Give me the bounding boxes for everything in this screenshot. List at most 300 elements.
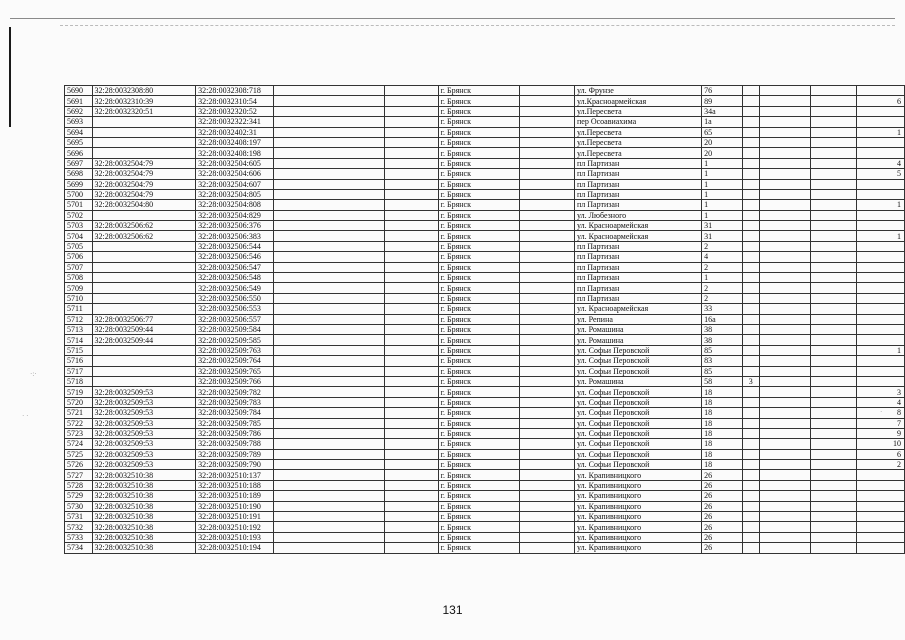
empty-cell	[385, 522, 438, 532]
row-number-cell: 5697	[65, 158, 93, 168]
empty-cell	[519, 439, 574, 449]
house-number-cell: 1	[702, 158, 743, 168]
scan-speck: ·:·	[30, 370, 37, 378]
empty-cell	[811, 376, 857, 386]
cadastral-object-cell: 32:28:0032509:788	[196, 439, 273, 449]
empty-cell	[519, 221, 574, 231]
empty-cell	[519, 127, 574, 137]
building-cell	[742, 137, 759, 147]
page-number: 131	[442, 603, 463, 617]
cadastral-object-cell: 32:28:0032510:189	[196, 491, 273, 501]
apartment-cell	[856, 241, 904, 251]
house-number-cell: 83	[702, 356, 743, 366]
street-cell: ул. Крапивницкого	[574, 543, 701, 553]
building-cell	[742, 127, 759, 137]
row-number-cell: 5712	[65, 314, 93, 324]
empty-cell	[385, 169, 438, 179]
empty-cell	[759, 501, 810, 511]
house-number-cell: 26	[702, 480, 743, 490]
house-number-cell: 1	[702, 210, 743, 220]
row-number-cell: 5717	[65, 366, 93, 376]
row-number-cell: 5732	[65, 522, 93, 532]
cadastral-parcel-cell	[92, 210, 196, 220]
apartment-cell	[856, 283, 904, 293]
empty-cell	[811, 137, 857, 147]
empty-cell	[273, 86, 385, 96]
table-row	[65, 86, 905, 96]
house-number-cell: 18	[702, 397, 743, 407]
row-number-cell: 5695	[65, 137, 93, 147]
building-cell	[742, 491, 759, 501]
row-number-cell: 5692	[65, 106, 93, 116]
empty-cell	[385, 106, 438, 116]
empty-cell	[273, 273, 385, 283]
building-cell	[742, 345, 759, 355]
empty-cell	[759, 345, 810, 355]
empty-cell	[811, 252, 857, 262]
empty-cell	[273, 210, 385, 220]
empty-cell	[811, 324, 857, 334]
cadastral-object-cell: 32:28:0032509:784	[196, 408, 273, 418]
empty-cell	[519, 179, 574, 189]
house-number-cell: 85	[702, 345, 743, 355]
row-number-cell: 5734	[65, 543, 93, 553]
street-cell: пл Партизан	[574, 169, 701, 179]
cadastral-object-cell: 32:28:0032509:765	[196, 366, 273, 376]
empty-cell	[811, 200, 857, 210]
house-number-cell: 2	[702, 283, 743, 293]
city-cell: г. Брянск	[438, 418, 519, 428]
city-cell: г. Брянск	[438, 127, 519, 137]
empty-cell	[273, 221, 385, 231]
building-cell	[742, 252, 759, 262]
city-cell: г. Брянск	[438, 345, 519, 355]
apartment-cell	[856, 314, 904, 324]
empty-cell	[759, 210, 810, 220]
empty-cell	[519, 512, 574, 522]
empty-cell	[759, 304, 810, 314]
cadastral-parcel-cell: 32:28:0032509:53	[92, 397, 196, 407]
empty-cell	[385, 543, 438, 553]
empty-cell	[759, 137, 810, 147]
apartment-cell: 1	[856, 231, 904, 241]
house-number-cell: 18	[702, 408, 743, 418]
building-cell	[742, 449, 759, 459]
empty-cell	[519, 231, 574, 241]
building-cell	[742, 418, 759, 428]
empty-cell	[759, 106, 810, 116]
building-cell	[742, 397, 759, 407]
row-number-cell: 5713	[65, 324, 93, 334]
cadastral-parcel-cell	[92, 356, 196, 366]
empty-cell	[519, 376, 574, 386]
building-cell	[742, 408, 759, 418]
house-number-cell: 18	[702, 418, 743, 428]
table-row	[65, 408, 905, 418]
cadastral-object-cell: 32:28:0032308:718	[196, 86, 273, 96]
house-number-cell: 31	[702, 221, 743, 231]
empty-cell	[759, 221, 810, 231]
empty-cell	[519, 293, 574, 303]
table-row	[65, 543, 905, 553]
city-cell: г. Брянск	[438, 252, 519, 262]
empty-cell	[811, 86, 857, 96]
apartment-cell	[856, 252, 904, 262]
empty-cell	[273, 106, 385, 116]
house-number-cell: 26	[702, 522, 743, 532]
cadastral-parcel-cell: 32:28:0032510:38	[92, 501, 196, 511]
empty-cell	[519, 96, 574, 106]
empty-cell	[519, 137, 574, 147]
empty-cell	[385, 241, 438, 251]
empty-cell	[273, 366, 385, 376]
cadastral-parcel-cell: 32:28:0032509:53	[92, 439, 196, 449]
empty-cell	[273, 96, 385, 106]
empty-cell	[811, 356, 857, 366]
empty-cell	[273, 137, 385, 147]
empty-cell	[519, 345, 574, 355]
apartment-cell	[856, 522, 904, 532]
empty-cell	[759, 376, 810, 386]
empty-cell	[759, 491, 810, 501]
table-row	[65, 148, 905, 158]
empty-cell	[273, 231, 385, 241]
table-row	[65, 314, 905, 324]
table-row	[65, 428, 905, 438]
house-number-cell: 20	[702, 148, 743, 158]
empty-cell	[273, 189, 385, 199]
building-cell	[742, 200, 759, 210]
empty-cell	[759, 460, 810, 470]
empty-cell	[519, 314, 574, 324]
house-number-cell: 26	[702, 512, 743, 522]
city-cell: г. Брянск	[438, 480, 519, 490]
city-cell: г. Брянск	[438, 273, 519, 283]
house-number-cell: 31	[702, 231, 743, 241]
scan-edge-mark	[9, 27, 11, 127]
empty-cell	[385, 387, 438, 397]
empty-cell	[385, 137, 438, 147]
table-row	[65, 470, 905, 480]
empty-cell	[385, 283, 438, 293]
apartment-cell: 10	[856, 439, 904, 449]
empty-cell	[385, 428, 438, 438]
empty-cell	[273, 304, 385, 314]
empty-cell	[273, 491, 385, 501]
city-cell: г. Брянск	[438, 96, 519, 106]
empty-cell	[519, 501, 574, 511]
empty-cell	[385, 189, 438, 199]
city-cell: г. Брянск	[438, 501, 519, 511]
cadastral-object-cell: 32:28:0032510:137	[196, 470, 273, 480]
cadastral-parcel-cell: 32:28:0032509:44	[92, 324, 196, 334]
table-row	[65, 262, 905, 272]
empty-cell	[273, 335, 385, 345]
cadastral-parcel-cell: 32:28:0032510:38	[92, 480, 196, 490]
row-number-cell: 5701	[65, 200, 93, 210]
empty-cell	[385, 480, 438, 490]
empty-cell	[519, 86, 574, 96]
empty-cell	[519, 273, 574, 283]
cadastral-parcel-cell	[92, 117, 196, 127]
cadastral-parcel-cell: 32:28:0032506:62	[92, 231, 196, 241]
cadastral-parcel-cell: 32:28:0032510:38	[92, 532, 196, 542]
cadastral-parcel-cell: 32:28:0032510:38	[92, 491, 196, 501]
row-number-cell: 5714	[65, 335, 93, 345]
apartment-cell: 1	[856, 127, 904, 137]
empty-cell	[519, 428, 574, 438]
cadastral-object-cell: 32:28:0032504:606	[196, 169, 273, 179]
house-number-cell: 26	[702, 543, 743, 553]
empty-cell	[811, 221, 857, 231]
table-row	[65, 158, 905, 168]
building-cell	[742, 387, 759, 397]
building-cell	[742, 439, 759, 449]
house-number-cell: 2	[702, 262, 743, 272]
empty-cell	[385, 200, 438, 210]
empty-cell	[759, 179, 810, 189]
table-row	[65, 200, 905, 210]
empty-cell	[273, 148, 385, 158]
empty-cell	[811, 366, 857, 376]
empty-cell	[519, 356, 574, 366]
city-cell: г. Брянск	[438, 366, 519, 376]
row-number-cell: 5722	[65, 418, 93, 428]
row-number-cell: 5711	[65, 304, 93, 314]
street-cell: ул. Софьи Перовской	[574, 408, 701, 418]
city-cell: г. Брянск	[438, 408, 519, 418]
apartment-cell	[856, 189, 904, 199]
street-cell: ул.Пересвета	[574, 137, 701, 147]
building-cell	[742, 314, 759, 324]
cadastral-object-cell: 32:28:0032506:383	[196, 231, 273, 241]
scan-speck: ·	[880, 408, 883, 416]
cadastral-parcel-cell	[92, 137, 196, 147]
table-row	[65, 501, 905, 511]
building-cell	[742, 480, 759, 490]
city-cell: г. Брянск	[438, 169, 519, 179]
empty-cell	[385, 158, 438, 168]
empty-cell	[385, 345, 438, 355]
empty-cell	[273, 241, 385, 251]
cadastral-parcel-cell: 32:28:0032308:80	[92, 86, 196, 96]
apartment-cell	[856, 335, 904, 345]
building-cell	[742, 522, 759, 532]
apartment-cell: 4	[856, 397, 904, 407]
empty-cell	[811, 293, 857, 303]
apartment-cell	[856, 324, 904, 334]
row-number-cell: 5716	[65, 356, 93, 366]
cadastral-parcel-cell: 32:28:0032504:80	[92, 200, 196, 210]
city-cell: г. Брянск	[438, 439, 519, 449]
house-number-cell: 2	[702, 241, 743, 251]
empty-cell	[385, 418, 438, 428]
empty-cell	[759, 96, 810, 106]
building-cell	[742, 512, 759, 522]
apartment-cell	[856, 532, 904, 542]
empty-cell	[759, 418, 810, 428]
table-row	[65, 376, 905, 386]
cadastral-object-cell: 32:28:0032320:52	[196, 106, 273, 116]
house-number-cell: 38	[702, 324, 743, 334]
cadastral-parcel-cell	[92, 252, 196, 262]
city-cell: г. Брянск	[438, 335, 519, 345]
empty-cell	[519, 335, 574, 345]
building-cell	[742, 293, 759, 303]
row-number-cell: 5727	[65, 470, 93, 480]
empty-cell	[759, 200, 810, 210]
city-cell: г. Брянск	[438, 522, 519, 532]
empty-cell	[811, 480, 857, 490]
apartment-cell: 5	[856, 169, 904, 179]
building-cell	[742, 86, 759, 96]
empty-cell	[385, 96, 438, 106]
cadastral-parcel-cell: 32:28:0032509:53	[92, 418, 196, 428]
cadastral-object-cell: 32:28:0032506:546	[196, 252, 273, 262]
empty-cell	[385, 221, 438, 231]
empty-cell	[273, 532, 385, 542]
row-number-cell: 5721	[65, 408, 93, 418]
house-number-cell: 26	[702, 491, 743, 501]
house-number-cell: 2	[702, 293, 743, 303]
empty-cell	[385, 335, 438, 345]
empty-cell	[519, 387, 574, 397]
city-cell: г. Брянск	[438, 106, 519, 116]
table-row	[65, 397, 905, 407]
empty-cell	[811, 335, 857, 345]
building-cell	[742, 189, 759, 199]
cadastral-object-cell: 32:28:0032506:547	[196, 262, 273, 272]
row-number-cell: 5691	[65, 96, 93, 106]
apartment-cell	[856, 470, 904, 480]
empty-cell	[273, 158, 385, 168]
empty-cell	[273, 376, 385, 386]
empty-cell	[273, 387, 385, 397]
house-number-cell: 85	[702, 366, 743, 376]
apartment-cell	[856, 543, 904, 553]
empty-cell	[385, 179, 438, 189]
empty-cell	[519, 148, 574, 158]
empty-cell	[811, 158, 857, 168]
empty-cell	[811, 470, 857, 480]
table-row	[65, 345, 905, 355]
table-row	[65, 480, 905, 490]
building-cell	[742, 273, 759, 283]
table-row	[65, 366, 905, 376]
empty-cell	[759, 387, 810, 397]
city-cell: г. Брянск	[438, 293, 519, 303]
street-cell: пл Партизан	[574, 158, 701, 168]
cadastral-parcel-cell: 32:28:0032504:79	[92, 189, 196, 199]
table-row	[65, 117, 905, 127]
empty-cell	[811, 106, 857, 116]
apartment-cell	[856, 304, 904, 314]
street-cell: пл Партизан	[574, 241, 701, 251]
city-cell: г. Брянск	[438, 117, 519, 127]
building-cell	[742, 532, 759, 542]
apartment-cell: 2	[856, 460, 904, 470]
apartment-cell	[856, 179, 904, 189]
empty-cell	[273, 356, 385, 366]
table-row	[65, 169, 905, 179]
row-number-cell: 5709	[65, 283, 93, 293]
empty-cell	[519, 418, 574, 428]
empty-cell	[385, 491, 438, 501]
city-cell: г. Брянск	[438, 304, 519, 314]
cadastral-parcel-cell	[92, 293, 196, 303]
table-row	[65, 418, 905, 428]
building-cell	[742, 324, 759, 334]
cadastral-object-cell: 32:28:0032506:553	[196, 304, 273, 314]
cadastral-parcel-cell: 32:28:0032510:38	[92, 470, 196, 480]
street-cell: ул.Красноармейская	[574, 96, 701, 106]
empty-cell	[519, 470, 574, 480]
empty-cell	[385, 439, 438, 449]
cadastral-object-cell: 32:28:0032506:550	[196, 293, 273, 303]
table-row	[65, 231, 905, 241]
empty-cell	[385, 501, 438, 511]
row-number-cell: 5705	[65, 241, 93, 251]
building-cell	[742, 460, 759, 470]
empty-cell	[811, 522, 857, 532]
building-cell: 3	[742, 376, 759, 386]
cadastral-parcel-cell: 32:28:0032504:79	[92, 169, 196, 179]
empty-cell	[385, 460, 438, 470]
street-cell: ул. Крапивницкого	[574, 522, 701, 532]
cadastral-object-cell: 32:28:0032509:584	[196, 324, 273, 334]
cadastral-parcel-cell	[92, 127, 196, 137]
cadastral-parcel-cell	[92, 262, 196, 272]
cadastral-object-cell: 32:28:0032510:190	[196, 501, 273, 511]
empty-cell	[519, 158, 574, 168]
table-row	[65, 512, 905, 522]
empty-cell	[519, 283, 574, 293]
building-cell	[742, 179, 759, 189]
table-row	[65, 356, 905, 366]
building-cell	[742, 428, 759, 438]
empty-cell	[811, 179, 857, 189]
empty-cell	[759, 169, 810, 179]
empty-cell	[273, 283, 385, 293]
apartment-cell	[856, 221, 904, 231]
empty-cell	[273, 418, 385, 428]
street-cell: ул. Крапивницкого	[574, 532, 701, 542]
registry-sheet	[64, 85, 905, 554]
row-number-cell: 5707	[65, 262, 93, 272]
table-row	[65, 210, 905, 220]
building-cell	[742, 148, 759, 158]
empty-cell	[811, 314, 857, 324]
empty-cell	[759, 262, 810, 272]
table-row	[65, 189, 905, 199]
empty-cell	[811, 210, 857, 220]
cadastral-parcel-cell	[92, 273, 196, 283]
city-cell: г. Брянск	[438, 397, 519, 407]
street-cell: ул. Крапивницкого	[574, 501, 701, 511]
cadastral-parcel-cell: 32:28:0032504:79	[92, 179, 196, 189]
house-number-cell: 18	[702, 428, 743, 438]
row-number-cell: 5708	[65, 273, 93, 283]
street-cell: ул. Репина	[574, 314, 701, 324]
empty-cell	[273, 408, 385, 418]
row-number-cell: 5731	[65, 512, 93, 522]
empty-cell	[385, 470, 438, 480]
street-cell: пл Партизан	[574, 200, 701, 210]
building-cell	[742, 241, 759, 251]
empty-cell	[273, 179, 385, 189]
table-row	[65, 273, 905, 283]
cadastral-parcel-cell: 32:28:0032506:62	[92, 221, 196, 231]
